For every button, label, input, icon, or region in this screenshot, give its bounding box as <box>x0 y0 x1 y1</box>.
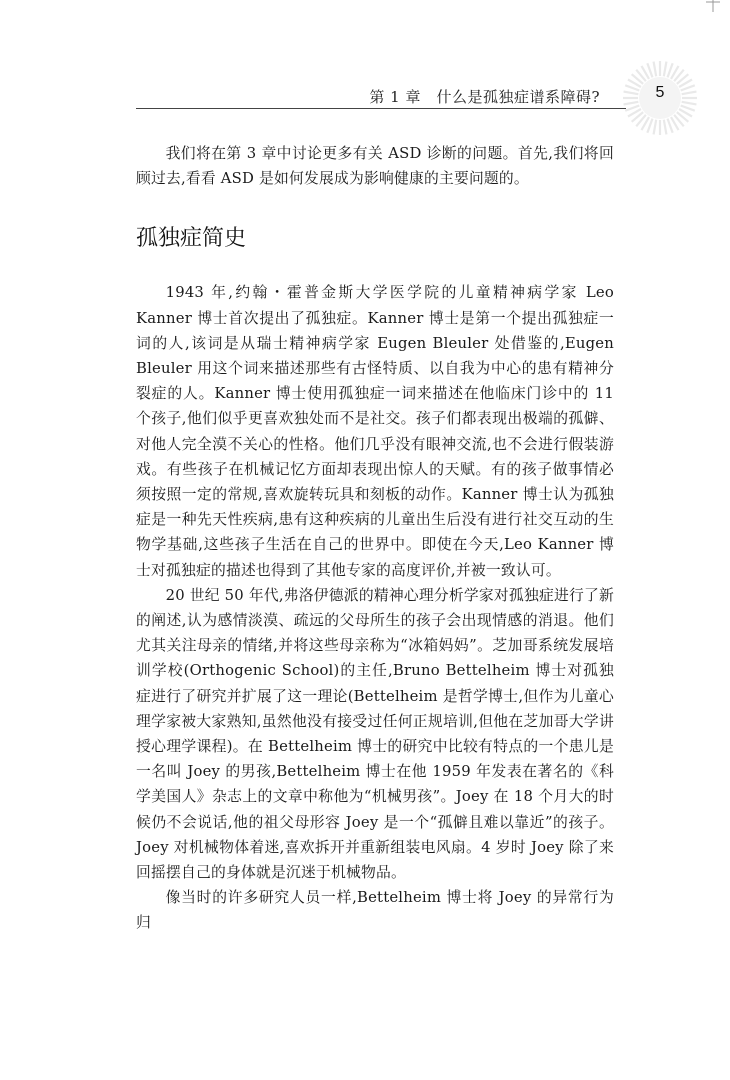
chapter-title: 第 1 章 什么是孤独症谱系障碍? <box>369 88 600 106</box>
sunburst-ray <box>654 120 657 135</box>
body-paragraph: 20 世纪 50 年代,弗洛伊德派的精神心理分析学家对孤独症进行了新的阐述,认为感情淡漠、疏远的父母所生的孩子会出现情感的消退。他们尤其关注母亲的情绪,并将这些母亲称为“冰箱妈妈”。芝加哥系统发展培训学校(Orthogenic School)的主任,Bruno Bettelheim 博士对孤独症进行了研究并扩展了这一理论(Bettelheim 是哲学博士,但作为儿童心理学家被大家熟知,虽然他没有接受过任何正规培训,但他在芝加哥大学讲授心理学课程)。在 Bettelheim 博士的研究中比较有特点的一个患儿是一名叫 Joey 的男孩,Bettelheim 博士在他 1959 年发表在著名的《科学美国人》杂志上的文章中称他为“机械男孩”。Joey 在 18 个月大的时候仍不会说话,他的祖父母形容 Joey 是一个“孤僻且难以靠近”的孩子。Joey 对机械物体着迷,喜欢拆开并重新组装电风扇。4 岁时 Joey 除了来回摇摆自己的身体就是沉迷于机械物品。 <box>136 586 614 882</box>
crop-mark-icon <box>706 0 720 12</box>
sunburst-ray <box>625 106 639 111</box>
sunburst-ray <box>681 106 695 111</box>
sunburst-ray <box>647 63 652 77</box>
sunburst-ray <box>654 62 657 77</box>
page-body <box>136 141 614 936</box>
body-paragraph: 像当时的许多研究人员一样,Bettelheim 博士将 Joey 的异常行为归 <box>136 889 614 932</box>
intro-paragraph: 我们将在第 3 章中讨论更多有关 ASD 诊断的问题。首先,我们将回顾过去,看看 ASD 是如何发展成为影响健康的主要问题的。 <box>136 145 614 188</box>
sunburst-ray <box>682 102 697 105</box>
sunburst-ray <box>664 62 667 77</box>
section-body <box>136 280 614 935</box>
sunburst-ray <box>647 119 652 133</box>
sunburst-ray <box>664 120 667 135</box>
running-header <box>136 76 730 118</box>
section-heading: 孤独症简史 <box>136 226 247 252</box>
page-number: 5 <box>655 84 665 101</box>
sunburst-ray <box>668 63 673 77</box>
sunburst-ray <box>668 119 673 133</box>
body-paragraph: 1943 年,约翰・霍普金斯大学医学院的儿童精神病学家 Leo Kanner 博士首次提出了孤独症。Kanner 博士是第一个提出孤独症一词的人,该词是从瑞士精神病学家 Eugen Bleuler 处借鉴的,Eugen Bleuler 用这个词来描述那些有古怪特质、以自我为中心的患有精神分裂症的人。Kanner 博士使用孤独症一词来描述在他临床门诊中的 11 个孩子,他们似乎更喜欢独处而不是社交。孩子们都表现出极端的孤僻、对他人完全漠不关心的性格。他们几乎没有眼神交流,也不会进行假装游戏。有些孩子在机械记忆方面却表现出惊人的天赋。有的孩子做事情必须按照一定的常规,喜欢旋转玩具和刻板的动作。Kanner 博士认为孤独症是一种先天性疾病,患有这种疾病的儿童出生后没有进行社交互动的生物学基础,这些孩子生活在自己的世界中。即使在今天,Leo Kanner 博士对孤独症的描述也得到了其他专家的高度评价,并被一致认可。 <box>136 284 614 579</box>
sunburst-ray <box>624 102 639 105</box>
header-rule <box>136 108 626 109</box>
